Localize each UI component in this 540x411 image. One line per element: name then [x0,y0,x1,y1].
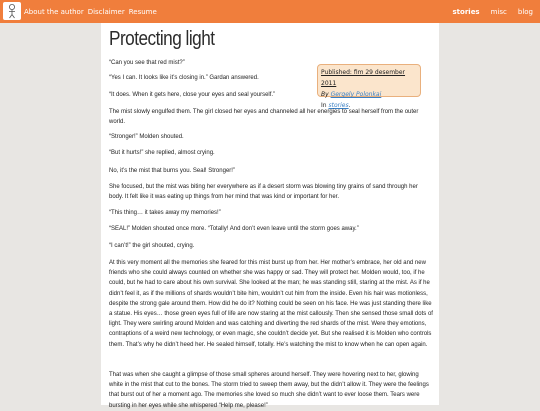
story-paragraph: “SEAL!” Molden shouted once more. “Totally! And don’t even leave until the storm goes away.” [109,226,359,232]
story-paragraph: “Stronger!” Molden shouted. [109,134,184,140]
top-navigation-bar [0,0,540,23]
nav-blog[interactable]: blog [517,7,533,16]
article-content [101,23,439,409]
resume-link[interactable]: Resume [128,7,157,16]
story-paragraph: “I can’t!” the girl shouted, crying. [109,243,195,249]
category-link[interactable]: stories [328,102,349,109]
post-meta-box [317,64,421,109]
story-paragraph: “This thing… it takes away my memories!” [109,210,221,216]
site-logo-icon[interactable] [3,2,21,20]
story-paragraph: “Yes I can. It looks like it’s closing in.” Gardan answered. [109,75,259,81]
story-paragraph: “Can you see that red mist?” [109,60,185,66]
about-author-link[interactable]: About the author [24,7,84,16]
in-label: In [321,102,327,109]
main-nav [453,0,533,23]
story-paragraph: “It does. When it gets here, close your eyes and seal yourself.” [109,92,276,98]
category-suffix: . [348,102,351,109]
author-link[interactable]: Gergely Polonkai [330,91,382,98]
story-paragraph: That was when she caught a glimpse of those small spheres around herself. They were hovering next to her, glowing white in the mist that cut to the bones. The storm tried to sweep them away, but the didn’t allow it. They were the feelings that burst out of her a moment ago. The memories she loved so much she didn’t want to ever loose them. Tears were bursting in her eyes while she whispered “Help me, please!” [109,372,429,409]
disclaimer-link[interactable]: Disclaimer [87,7,125,16]
published-date: Published: fim 29 desember 2011 [321,69,406,87]
top-links [24,0,157,23]
nav-stories[interactable]: stories [452,7,480,16]
story-paragraph: No, it’s the mist that burns you. Seal! Stronger!” [109,168,235,174]
story-paragraph: The mist slowly engulfed them. The girl closed her eyes and channeled all her energies to seal herself from the outer world. [109,109,419,126]
page-title: Protecting light [109,28,215,50]
by-label: By [321,91,329,98]
story-paragraph: At this very moment all the memories she feared for this mist burst up from her. Her mother’s embrace, her old and new friends who she could always counted on whether she was happy or sad. They will protect her. Molden would, too, if he could, but he had to care about his own survival. She looked at the man; he was standing still, staring at the mist. As if he didn’t feel it, as if the millions of shards wouldn’t bite him, wouldn’t cut him from the inside. Even his hair was motionless, despite the strong gale around them. How did he do it? Nothing could be seen on his face. He was just standing there like a statue. His eyes… those green eyes full of life are now staring at the mist callously. Then she sensed those small dots of light. They were swirling around Molden and was catching and diverting the red shards of the mist. Were they emotions, contraptions of a weird new technology, or even magic, she couldn’t decide yet. But she realised it is Molden who controls them. That’s why he didn’t heed her. He sealed himself, totally. He’s watching the mist to know when he can open again. [109,260,433,348]
nav-misc[interactable]: misc [490,7,507,16]
story-paragraph: She focused, but the mist was biting her everywhere as if a desert storm was blowing tiny grains of sand through her body. It felt like it was eating up things from her mind that was kind or important for her. [109,184,418,201]
story-paragraph: “But it hurts!” she replied, almost crying. [109,150,215,156]
